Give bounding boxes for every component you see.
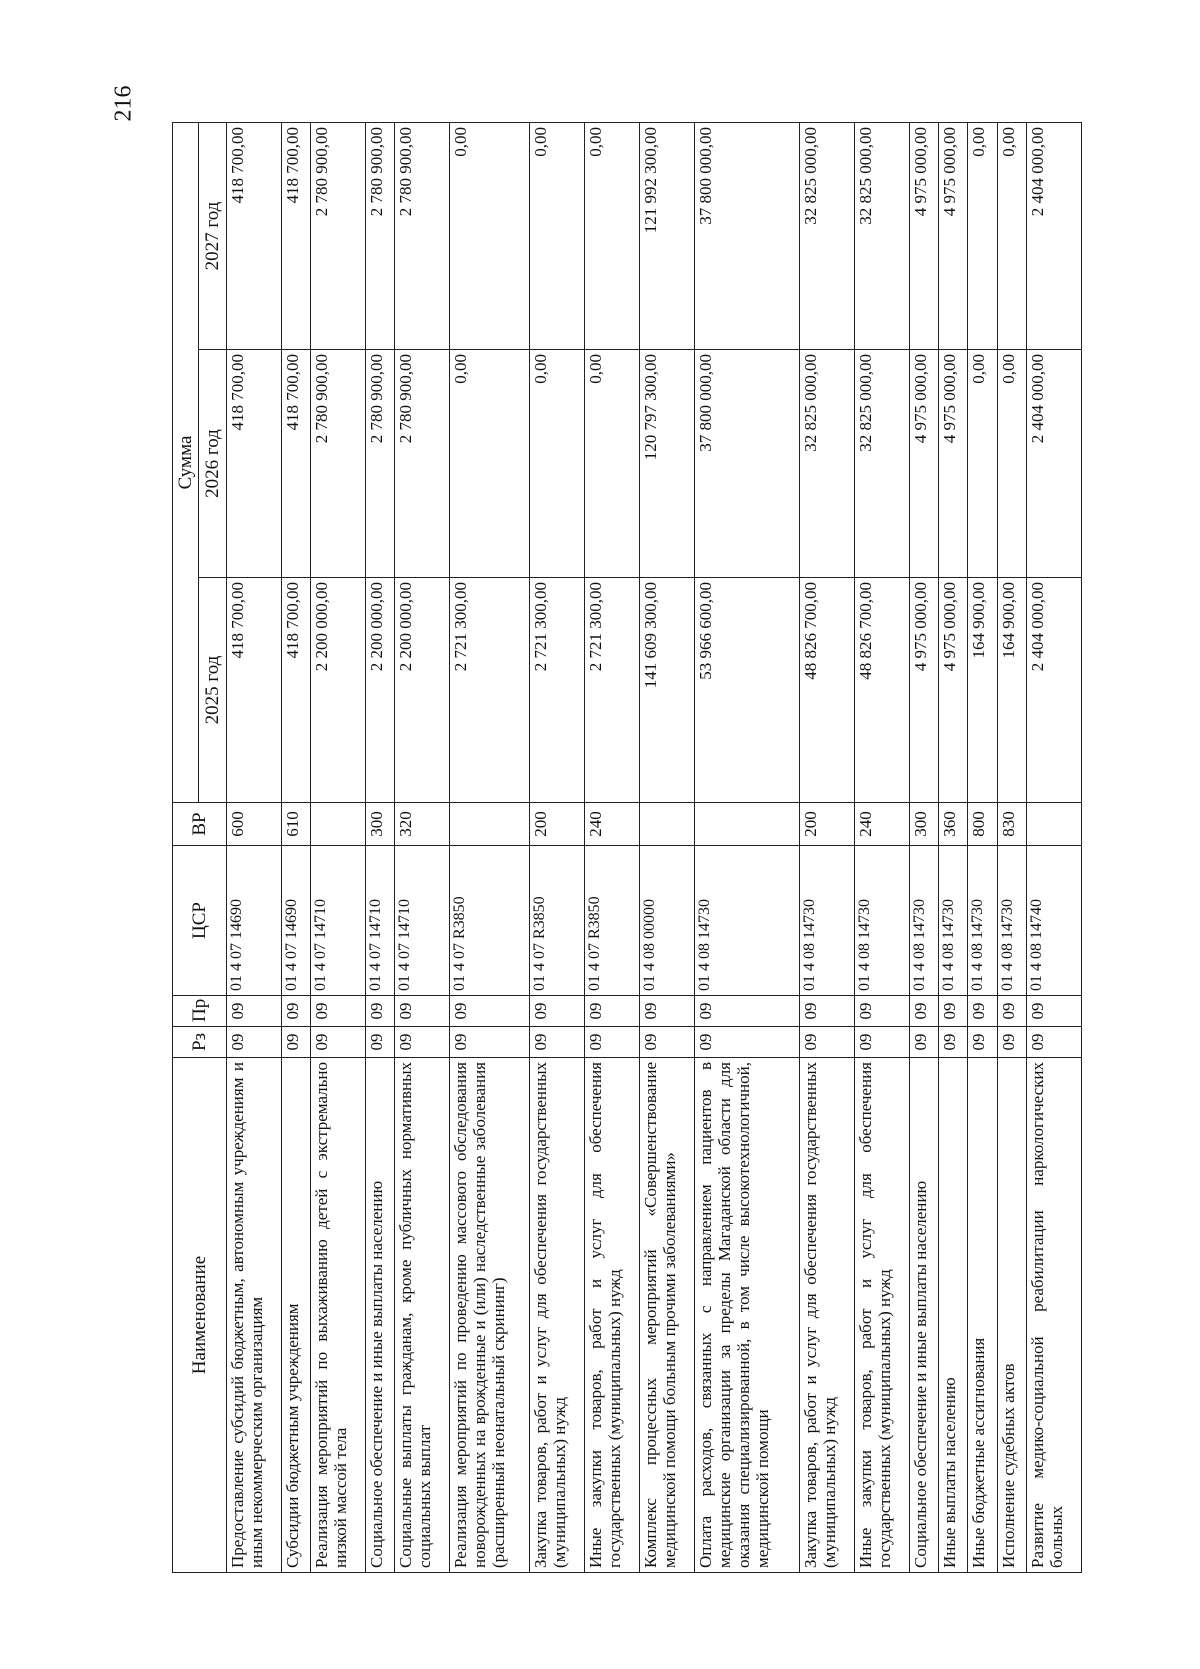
row-vr	[450, 803, 530, 846]
rotated-table-container	[172, 123, 1082, 1573]
row-value-2027: 37 800 000,00	[694, 123, 800, 350]
row-name: Иные закупки товаров, работ и услуг для обеспечения государственных (муниципальных) нужд	[854, 1058, 909, 1573]
row-pr: 09	[450, 996, 530, 1027]
row-name: Реализация мероприятий по выхаживанию детей с экстремально низкой массой тела	[311, 1058, 366, 1573]
row-value-2027: 0,00	[584, 123, 639, 350]
table-row	[854, 123, 909, 1573]
row-vr	[639, 803, 694, 846]
header-csr: ЦСР	[173, 846, 227, 996]
row-csr: 01 4 08 14730	[968, 846, 997, 996]
row-vr: 360	[938, 803, 967, 846]
row-value-2025: 4 975 000,00	[909, 578, 938, 803]
row-name: Закупка товаров, работ и услуг для обеспечения государственных (муниципальных) нужд	[530, 1058, 585, 1573]
row-name: Исполнение судебных актов	[997, 1058, 1026, 1573]
header-sum: Сумма	[173, 123, 199, 803]
header-name: Наименование	[173, 1058, 227, 1573]
row-pr: 09	[584, 996, 639, 1027]
table-row	[311, 123, 366, 1573]
row-vr	[1027, 803, 1082, 846]
table-row	[1027, 123, 1082, 1573]
row-value-2026: 418 700,00	[281, 350, 310, 578]
row-pr: 09	[365, 996, 394, 1027]
row-vr: 200	[800, 803, 855, 846]
row-csr: 01 4 08 14730	[938, 846, 967, 996]
row-vr	[694, 803, 800, 846]
row-vr: 830	[997, 803, 1026, 846]
row-name: Социальные выплаты гражданам, кроме публичных нормативных социальных выплат	[395, 1058, 450, 1573]
row-pr: 09	[694, 996, 800, 1027]
row-pr: 09	[800, 996, 855, 1027]
row-rz: 09	[854, 1027, 909, 1058]
row-value-2025: 2 200 000,00	[365, 578, 394, 803]
row-vr: 610	[281, 803, 310, 846]
row-value-2026: 120 797 300,00	[639, 350, 694, 578]
row-value-2025: 418 700,00	[281, 578, 310, 803]
row-pr: 09	[938, 996, 967, 1027]
row-rz: 09	[1027, 1027, 1082, 1058]
row-rz: 09	[639, 1027, 694, 1058]
row-rz: 09	[968, 1027, 997, 1058]
row-vr: 200	[530, 803, 585, 846]
row-pr: 09	[227, 996, 282, 1027]
row-value-2027: 4 975 000,00	[909, 123, 938, 350]
row-rz: 09	[227, 1027, 282, 1058]
row-csr: 01 4 08 14740	[1027, 846, 1082, 996]
row-csr: 01 4 07 14710	[395, 846, 450, 996]
row-value-2027: 4 975 000,00	[938, 123, 967, 350]
row-value-2026: 4 975 000,00	[938, 350, 967, 578]
row-name: Предоставление субсидий бюджетным, автономным учреждениям и иным некоммерческим организациям	[227, 1058, 282, 1573]
table-row	[584, 123, 639, 1573]
row-value-2027: 418 700,00	[281, 123, 310, 350]
row-rz: 09	[938, 1027, 967, 1058]
row-csr: 01 4 08 14730	[909, 846, 938, 996]
row-csr: 01 4 08 14730	[800, 846, 855, 996]
row-csr: 01 4 08 00000	[639, 846, 694, 996]
row-value-2025: 2 721 300,00	[530, 578, 585, 803]
row-value-2026: 0,00	[450, 350, 530, 578]
row-pr: 09	[854, 996, 909, 1027]
row-vr: 600	[227, 803, 282, 846]
table-row	[365, 123, 394, 1573]
row-value-2027: 2 780 900,00	[311, 123, 366, 350]
row-value-2025: 53 966 600,00	[694, 578, 800, 803]
row-value-2025: 2 200 000,00	[395, 578, 450, 803]
table-row	[909, 123, 938, 1573]
row-csr: 01 4 07 R3850	[584, 846, 639, 996]
table-row	[450, 123, 530, 1573]
row-value-2027: 0,00	[450, 123, 530, 350]
row-rz: 09	[694, 1027, 800, 1058]
header-pr: Пр	[173, 996, 227, 1027]
row-value-2026: 418 700,00	[227, 350, 282, 578]
row-name: Иные закупки товаров, работ и услуг для обеспечения государственных (муниципальных) нужд	[584, 1058, 639, 1573]
row-csr: 01 4 08 14730	[854, 846, 909, 996]
row-rz: 09	[997, 1027, 1026, 1058]
row-value-2026: 2 780 900,00	[365, 350, 394, 578]
row-value-2027: 0,00	[968, 123, 997, 350]
row-name: Оплата расходов, связанных с направлением пациентов в медицинские организации за пределы Магаданской области для оказания специализированной, в том числе высокотехнологичной, медицинской помощи	[694, 1058, 800, 1573]
row-value-2025: 48 826 700,00	[854, 578, 909, 803]
table-row	[968, 123, 997, 1573]
header-year-2027: 2027 год	[199, 123, 227, 350]
row-pr: 09	[311, 996, 366, 1027]
row-value-2025: 418 700,00	[227, 578, 282, 803]
row-pr: 09	[281, 996, 310, 1027]
row-value-2026: 37 800 000,00	[694, 350, 800, 578]
row-value-2025: 164 900,00	[968, 578, 997, 803]
row-name: Комплекс процессных мероприятий «Совершенствование медицинской помощи больным прочими заболеваниями»	[639, 1058, 694, 1573]
table-row	[997, 123, 1026, 1573]
row-rz: 09	[311, 1027, 366, 1058]
row-value-2026: 0,00	[530, 350, 585, 578]
budget-table	[172, 122, 1082, 1573]
row-value-2026: 4 975 000,00	[909, 350, 938, 578]
row-value-2025: 2 200 000,00	[311, 578, 366, 803]
row-value-2025: 164 900,00	[997, 578, 1026, 803]
table-row	[395, 123, 450, 1573]
header-rz: Рз	[173, 1027, 227, 1058]
row-value-2026: 0,00	[584, 350, 639, 578]
row-value-2026: 32 825 000,00	[854, 350, 909, 578]
row-value-2025: 2 721 300,00	[450, 578, 530, 803]
row-pr: 09	[395, 996, 450, 1027]
row-rz: 09	[530, 1027, 585, 1058]
row-vr: 240	[854, 803, 909, 846]
row-name: Закупка товаров, работ и услуг для обеспечения государственных (муниципальных) нужд	[800, 1058, 855, 1573]
row-csr: 01 4 08 14730	[997, 846, 1026, 996]
table-row	[694, 123, 800, 1573]
row-pr: 09	[997, 996, 1026, 1027]
row-name: Социальное обеспечение и иные выплаты населению	[365, 1058, 394, 1573]
table-row	[227, 123, 282, 1573]
row-name: Субсидии бюджетным учреждениям	[281, 1058, 310, 1573]
row-rz: 09	[395, 1027, 450, 1058]
row-csr: 01 4 07 14710	[365, 846, 394, 996]
row-value-2025: 2 404 000,00	[1027, 578, 1082, 803]
row-value-2026: 2 404 000,00	[1027, 350, 1082, 578]
row-name: Иные бюджетные ассигнования	[968, 1058, 997, 1573]
row-value-2026: 0,00	[968, 350, 997, 578]
header-year-2026: 2026 год	[199, 350, 227, 578]
row-value-2025: 141 609 300,00	[639, 578, 694, 803]
row-value-2027: 32 825 000,00	[854, 123, 909, 350]
row-name: Иные выплаты населению	[938, 1058, 967, 1573]
row-rz: 09	[909, 1027, 938, 1058]
row-value-2026: 2 780 900,00	[311, 350, 366, 578]
row-pr: 09	[968, 996, 997, 1027]
row-value-2025: 48 826 700,00	[800, 578, 855, 803]
table-row	[800, 123, 855, 1573]
row-rz: 09	[450, 1027, 530, 1058]
row-csr: 01 4 07 14690	[227, 846, 282, 996]
row-name: Развитие медико-социальной реабилитации наркологических больных	[1027, 1058, 1082, 1573]
row-csr: 01 4 07 R3850	[450, 846, 530, 996]
header-vr: ВР	[173, 803, 227, 846]
row-value-2027: 418 700,00	[227, 123, 282, 350]
row-value-2026: 2 780 900,00	[395, 350, 450, 578]
row-rz: 09	[584, 1027, 639, 1058]
row-value-2026: 32 825 000,00	[800, 350, 855, 578]
row-value-2027: 0,00	[997, 123, 1026, 350]
row-vr: 300	[909, 803, 938, 846]
row-vr: 320	[395, 803, 450, 846]
row-pr: 09	[530, 996, 585, 1027]
row-pr: 09	[909, 996, 938, 1027]
row-rz: 09	[800, 1027, 855, 1058]
table-row	[530, 123, 585, 1573]
row-value-2027: 2 404 000,00	[1027, 123, 1082, 350]
page-number: 216	[110, 85, 137, 121]
row-rz: 09	[281, 1027, 310, 1058]
table-row	[639, 123, 694, 1573]
row-vr: 300	[365, 803, 394, 846]
row-value-2027: 0,00	[530, 123, 585, 350]
row-value-2027: 32 825 000,00	[800, 123, 855, 350]
row-csr: 01 4 07 R3850	[530, 846, 585, 996]
table-row	[281, 123, 310, 1573]
row-pr: 09	[639, 996, 694, 1027]
row-csr: 01 4 08 14730	[694, 846, 800, 996]
table-row	[938, 123, 967, 1573]
row-vr: 240	[584, 803, 639, 846]
row-rz: 09	[365, 1027, 394, 1058]
row-value-2027: 2 780 900,00	[395, 123, 450, 350]
row-vr	[311, 803, 366, 846]
header-year-2025: 2025 год	[199, 578, 227, 803]
row-name: Социальное обеспечение и иные выплаты населению	[909, 1058, 938, 1573]
row-pr: 09	[1027, 996, 1082, 1027]
row-vr: 800	[968, 803, 997, 846]
row-value-2027: 121 992 300,00	[639, 123, 694, 350]
row-value-2025: 4 975 000,00	[938, 578, 967, 803]
row-value-2026: 0,00	[997, 350, 1026, 578]
row-value-2025: 2 721 300,00	[584, 578, 639, 803]
row-csr: 01 4 07 14690	[281, 846, 310, 996]
row-value-2027: 2 780 900,00	[365, 123, 394, 350]
row-csr: 01 4 07 14710	[311, 846, 366, 996]
row-name: Реализация мероприятий по проведению массового обследования новорожденных на врожденные и (или) наследственные заболевания (расширенный неонатальный скрининг)	[450, 1058, 530, 1573]
